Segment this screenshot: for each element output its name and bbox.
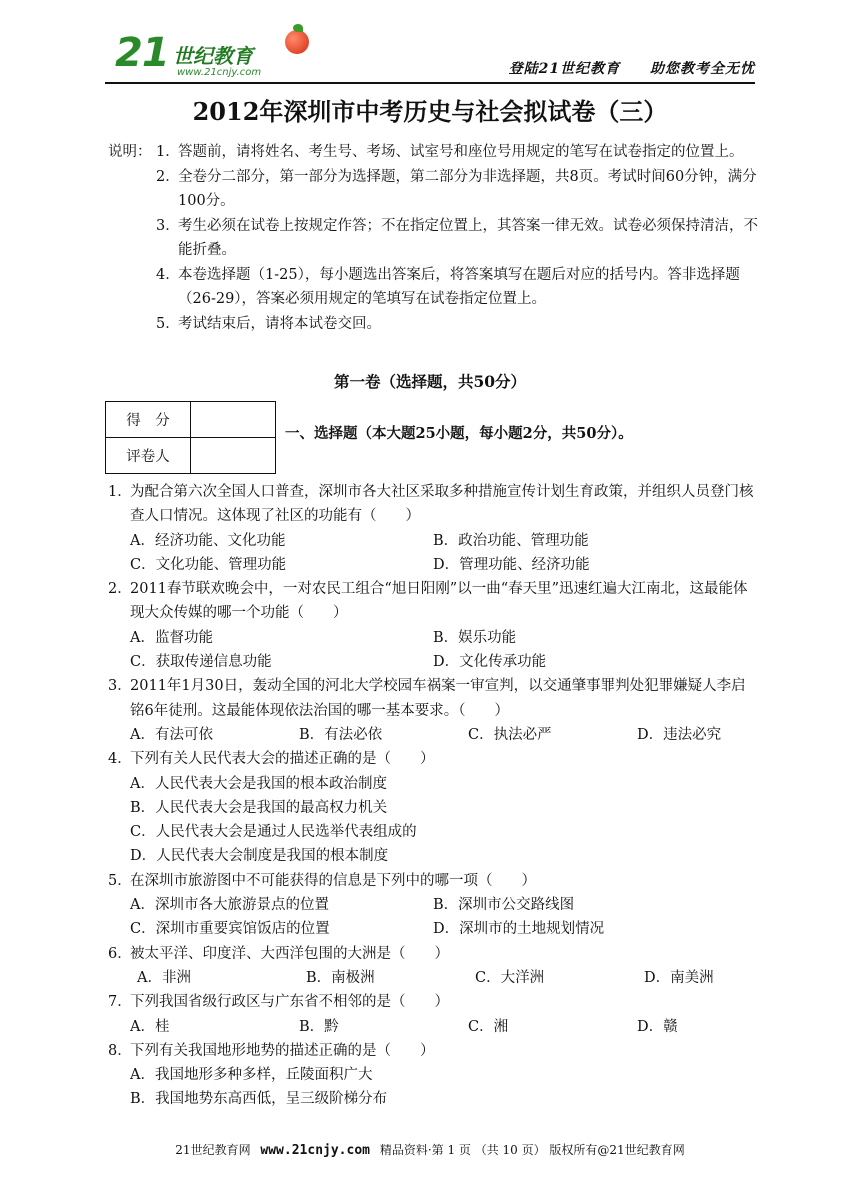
logo-brand: 世纪教育 — [173, 44, 253, 68]
option: B．政治功能、管理功能 — [433, 532, 589, 549]
question — [108, 577, 758, 674]
question-stem — [108, 1039, 758, 1063]
question-text: 2011年1月30日，轰动全国的河北大学校园车祸案一审宣判，以交通肇事罪判处犯罪嫌疑人李启铭6年徒刑。这最能体现依法治国的哪一基本要求。（ ） — [130, 678, 746, 719]
grader-cell[interactable] — [191, 438, 276, 474]
part-title: 第一卷（选择题，共50分） — [333, 372, 527, 391]
instruction-text: 答题前，请将姓名、考生号、考场、试室号和座位号用规定的笔写在试卷指定的位置上。 — [178, 144, 744, 160]
instruction-number: 1． — [156, 144, 180, 160]
instruction-text: 全卷分二部分，第一部分为选择题，第二部分为非选择题，共8页。考试时间60分钟，满分100分。 — [178, 168, 757, 209]
option: C．大洋洲 — [475, 969, 545, 986]
option-group — [108, 1063, 758, 1112]
instruction-text: 本卷选择题（1-25），每小题选出答案后，将答案填写在题后对应的括号内。答非选择题（26-29），答案必须用规定的笔填写在试卷指定位置上。 — [178, 266, 740, 307]
score-table — [105, 401, 276, 474]
instruction-number: 3． — [156, 217, 180, 234]
option-group — [108, 893, 758, 942]
question — [108, 942, 758, 991]
option: B．黔 — [299, 1018, 339, 1035]
question-text: 为配合第六次全国人口普查，深圳市各大社区采取多种措施宣传计划生育政策，并组织人员登门核查人口情况。这体现了社区的功能有（ ） — [130, 484, 754, 525]
option-group — [108, 966, 758, 990]
grader-label: 评卷人 — [106, 438, 191, 474]
instructions-list — [156, 140, 758, 336]
page-title: 2012年深圳市中考历史与社会拟试卷（三） — [192, 97, 668, 126]
question — [108, 1039, 758, 1112]
option: C．人民代表大会是通过人民选举代表组成的 — [130, 824, 417, 841]
question-stem — [108, 747, 758, 771]
question — [108, 869, 758, 942]
option: A．经济功能、文化功能 — [130, 532, 286, 549]
option: B．南极洲 — [306, 969, 375, 986]
option-group — [108, 529, 758, 578]
question-number: 4． — [108, 751, 132, 768]
instruction-number: 5． — [156, 315, 180, 332]
option-group — [108, 1015, 758, 1039]
question — [108, 990, 758, 1039]
question-stem — [108, 674, 758, 723]
score-label: 得 分 — [106, 402, 191, 438]
question-number: 1． — [108, 484, 132, 500]
option: C．湘 — [468, 1018, 509, 1035]
option: A．有法可依 — [130, 726, 213, 743]
option: A．非洲 — [137, 969, 191, 986]
logo-url: www.21cnjy.com — [177, 67, 262, 78]
option: D．违法必究 — [637, 726, 722, 743]
question-text: 下列有关我国地形地势的描述正确的是（ ） — [130, 1042, 435, 1059]
question-text: 2011春节联欢晚会中，一对农民工组合“旭日阳刚”以一曲“春天里”迅速红遍大江南北，这最能体现大众传媒的哪一个功能（ ） — [130, 581, 748, 622]
score-cell[interactable] — [191, 402, 276, 438]
option: C．深圳市重要宾馆饭店的位置 — [130, 921, 330, 938]
page-header — [105, 22, 755, 84]
instruction-item — [156, 263, 758, 312]
question-number: 6． — [108, 945, 132, 962]
question-text: 在深圳市旅游图中不可能获得的信息是下列中的哪一项（ ） — [130, 872, 536, 889]
tomato-icon — [285, 30, 309, 54]
logo-mark: 21 — [115, 30, 169, 76]
instruction-item — [156, 214, 758, 263]
footer-left: 21世纪教育网 — [175, 1143, 251, 1157]
slogan-left: 登陆21世纪教育 — [508, 61, 621, 77]
instruction-text: 考生必须在试卷上按规定作答；不在指定位置上，其答案一律无效。试卷必须保持清洁，不能折叠。 — [178, 217, 758, 258]
slogan-right: 助您教考全无忧 — [650, 61, 755, 77]
instruction-item — [156, 165, 758, 214]
footer-url[interactable]: www.21cnjy.com — [260, 1143, 370, 1158]
question-text: 被太平洋、印度洋、大西洋包围的大洲是（ ） — [130, 945, 449, 962]
question-stem — [108, 990, 758, 1014]
option: C．文化功能、管理功能 — [130, 556, 287, 573]
option-group — [108, 723, 758, 747]
leaf-icon — [293, 24, 303, 32]
question-stem — [108, 480, 758, 529]
question — [108, 480, 758, 577]
option: A．深圳市各大旅游景点的位置 — [130, 897, 329, 914]
question-list — [108, 480, 758, 1112]
question-stem — [108, 869, 758, 893]
question-text: 下列我国省级行政区与广东省不相邻的是（ ） — [130, 994, 449, 1011]
question-stem — [108, 577, 758, 626]
header-slogan — [485, 58, 755, 78]
option-group — [108, 626, 758, 675]
option: D．南美洲 — [644, 969, 714, 986]
header-divider — [105, 82, 755, 84]
instruction-number: 4． — [156, 266, 180, 283]
option-group — [108, 772, 758, 869]
option: D．人民代表大会制度是我国的根本制度 — [130, 848, 389, 865]
option: A．我国地形多种多样，丘陵面积广大 — [130, 1067, 373, 1084]
option: B．人民代表大会是我国的最高权力机关 — [130, 799, 388, 816]
option: D．深圳市的土地规划情况 — [433, 921, 605, 938]
question-number: 3． — [108, 678, 132, 695]
option: C．执法必严 — [468, 726, 552, 743]
question-number: 7． — [108, 994, 132, 1011]
question-number: 2． — [108, 581, 132, 598]
instructions-label: 说明： — [108, 144, 152, 160]
option: D．管理功能、经济功能 — [433, 556, 590, 573]
option: A．桂 — [130, 1018, 170, 1035]
question-text: 下列有关人民代表大会的描述正确的是（ ） — [130, 751, 435, 768]
section-heading: 一、选择题（本大题25小题，每小题2分，共50分）。 — [285, 425, 633, 442]
option: B．我国地势东高西低，呈三级阶梯分布 — [130, 1091, 388, 1108]
instruction-text: 考试结束后，请将本试卷交回。 — [178, 315, 381, 332]
option: B．深圳市公交路线图 — [433, 897, 575, 914]
footer-right: 精品资料·第 1 页 （共 10 页） 版权所有@21世纪教育网 — [379, 1143, 685, 1157]
page-footer — [0, 1141, 860, 1158]
question-number: 5． — [108, 872, 132, 889]
site-logo — [115, 30, 335, 80]
question-number: 8． — [108, 1042, 132, 1059]
question-stem — [108, 942, 758, 966]
question — [108, 674, 758, 747]
instruction-item — [156, 312, 758, 337]
instruction-item — [156, 140, 758, 165]
instruction-number: 2． — [156, 168, 180, 185]
question — [108, 747, 758, 868]
option: D．文化传承功能 — [433, 654, 547, 671]
option: B．娱乐功能 — [433, 629, 517, 646]
option: A．监督功能 — [130, 629, 213, 646]
option: C．获取传递信息功能 — [130, 654, 272, 671]
option: D．赣 — [637, 1018, 678, 1035]
option: B．有法必依 — [299, 726, 383, 743]
option: A．人民代表大会是我国的根本政治制度 — [130, 775, 387, 792]
